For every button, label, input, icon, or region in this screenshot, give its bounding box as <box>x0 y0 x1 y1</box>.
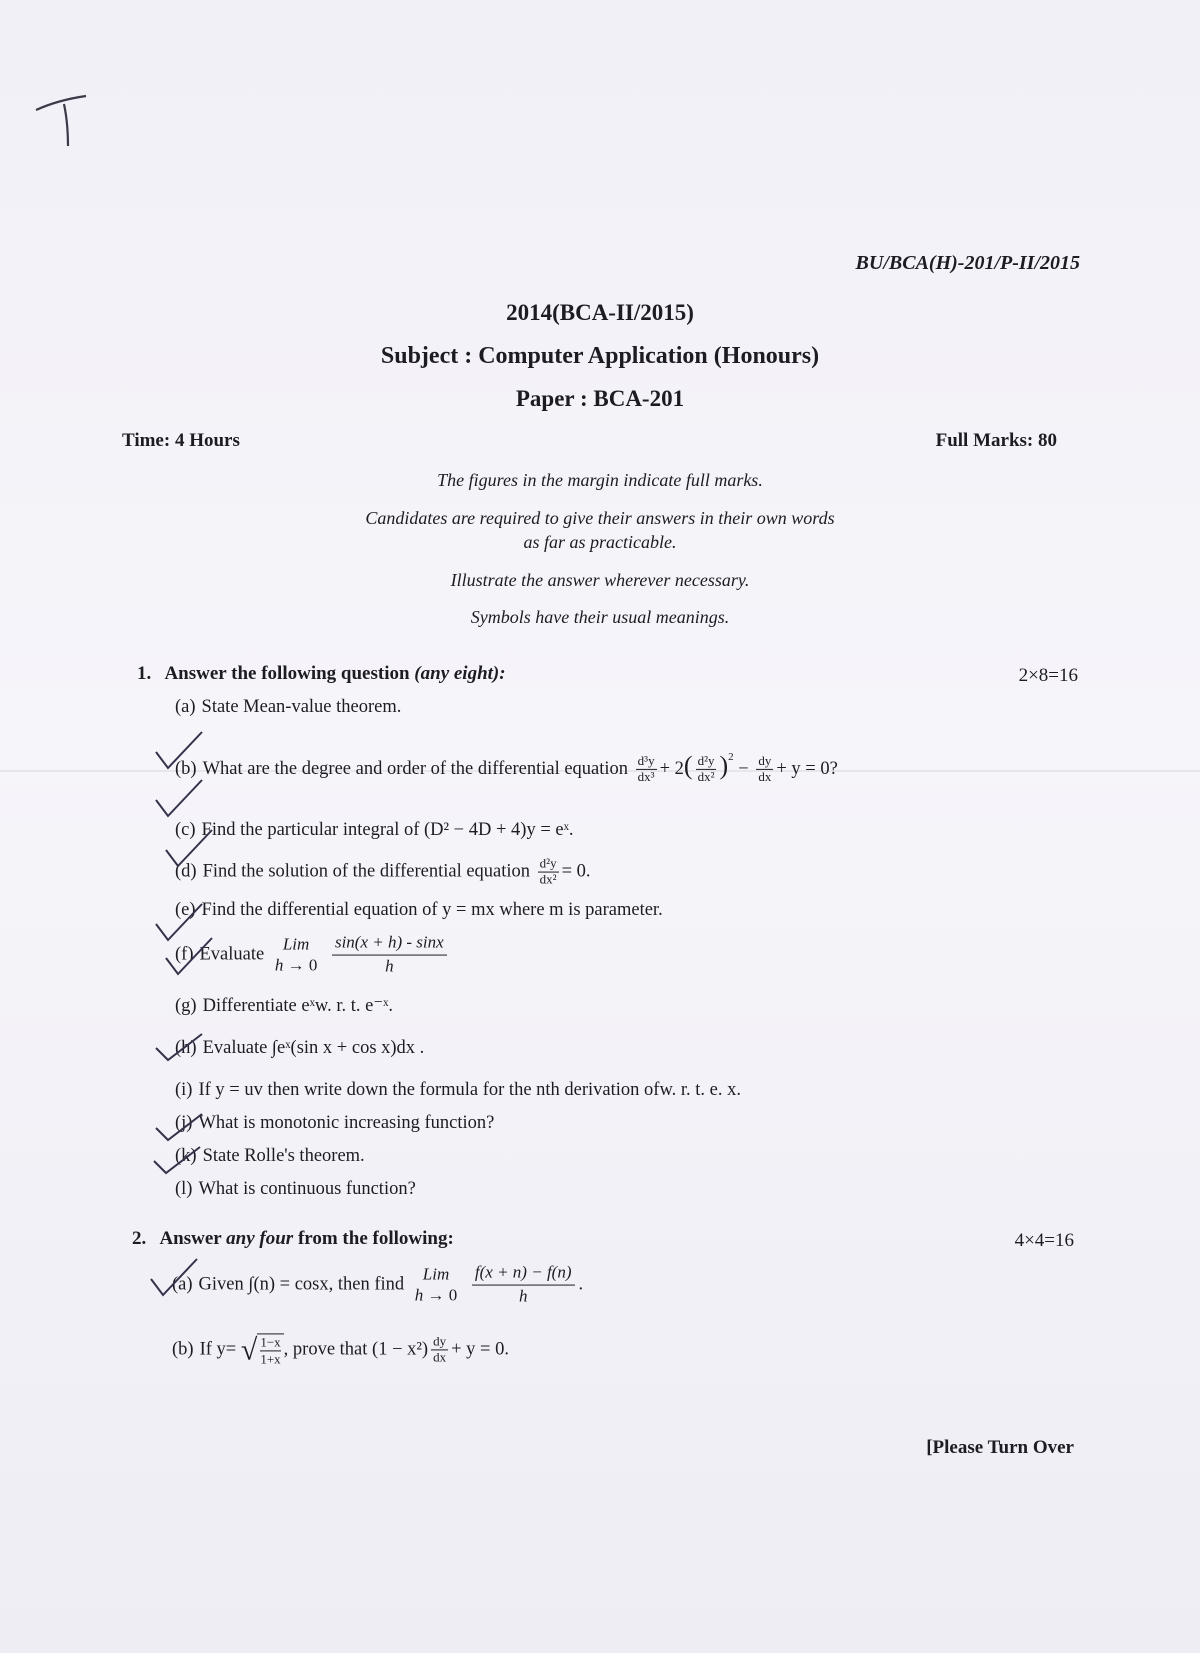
q1-item-l: (l) What is continuous function? <box>175 1179 416 1199</box>
equation-b: $\frac{\text{d³y}}{\text{dx³}}$ <box>637 753 655 785</box>
limit-2a: Lim h → 0 <box>414 1264 458 1305</box>
exam-title: 2014(BCA-II/2015) <box>506 300 694 325</box>
tick-mark-icon <box>150 728 210 778</box>
q1-item-a: (a) State Mean-value theorem. <box>175 697 402 717</box>
q1-item-i: (i) If y = uv then write down the formula for the nth derivation ofw. r. t. e. x. <box>175 1080 741 1100</box>
paper-title: Paper : BCA-201 <box>515 386 685 411</box>
instruction-4: Illustrate the answer wherever necessary. <box>450 570 750 590</box>
q2-item-b: (b) If y= √ 1−x 1+x , prove that (1 − x²) $\frac{dy}{dx}$ + y = 0. <box>172 1333 509 1366</box>
q1-item-g: (g) Differentiate eˣw. r. t. e⁻ˣ. <box>175 996 394 1016</box>
q2-heading: 2. Answer any four from the following: <box>132 1228 454 1249</box>
q1-item-c: (c) Find the particular integral of (D² − 4D + 4)y = eˣ. <box>175 820 574 840</box>
q1-heading <box>137 663 506 685</box>
tick-mark-icon <box>150 776 210 826</box>
instruction-3: as far as practicable. <box>523 532 677 552</box>
q1-item-e: (e) Find the differential equation of y = mx where m is parameter. <box>175 900 663 920</box>
q1-heading-text: Answer the following question <box>164 663 410 684</box>
time-allowed: Time: 4 Hours <box>122 430 240 451</box>
tick-mark-icon <box>150 1030 210 1070</box>
sqrt-expression: √ 1−x 1+x <box>241 1333 284 1366</box>
q2-marks: 4×4=16 <box>1014 1230 1074 1251</box>
tick-mark-icon <box>160 934 220 984</box>
q1-item-j: (j) What is monotonic increasing function? <box>175 1113 495 1133</box>
please-turn-over: [Please Turn Over <box>926 1437 1074 1458</box>
tick-mark-icon <box>145 1255 205 1305</box>
full-marks: Full Marks: 80 <box>935 430 1057 451</box>
q1-item-b: (b) What are the degree and order of the differential equation $\frac{\text{d³y}}{\text{dx³}}$ + 2( $\frac{\text{d²y}}{\text{dx²}}$ )$^2$ − $\frac{dy}{dx}$ + y = 0? <box>175 750 838 785</box>
q1-item-f: (f) Evaluate Lim h → 0 $\frac{\sin(x + h) - \sin x}{h}$ <box>175 932 451 979</box>
q2-number: 2. <box>132 1228 147 1249</box>
instruction-1: The figures in the margin indicate full marks. <box>437 470 763 490</box>
q1-item-d: (d) Find the solution of the differential equation $\frac{\text{d²y}}{\text{dx²}}$ = 0. <box>175 855 591 887</box>
handwritten-mark <box>28 88 98 158</box>
instruction-5: Symbols have their usual meanings. <box>470 607 730 627</box>
q1-qualifier: (any eight): <box>414 663 506 684</box>
q1-item-h: (h) Evaluate ∫eˣ(sin x + cos x)dx . <box>175 1038 425 1058</box>
tick-mark-icon <box>148 1143 208 1183</box>
subject-title: Subject : Computer Application (Honours) <box>380 343 820 369</box>
instruction-2: Candidates are required to give their answers in their own words <box>365 508 835 528</box>
q1-item-k: (k) State Rolle's theorem. <box>175 1146 365 1166</box>
limit-f: Lim h → 0 <box>274 934 318 975</box>
paper-code: BU/BCA(H)-201/P-II/2015 <box>855 252 1080 274</box>
tick-mark-icon <box>160 826 220 876</box>
q2-item-a: (a) Given ∫(n) = cosx, then find Lim h → 0 $\frac{f(x + n) - f(n)}{h}$ . <box>172 1262 584 1306</box>
q1-number: 1. <box>137 663 152 684</box>
q1-marks: 2×8=16 <box>1018 665 1078 686</box>
equation-d: $\frac{\text{d²y}}{\text{dx²}}$ <box>539 855 557 887</box>
